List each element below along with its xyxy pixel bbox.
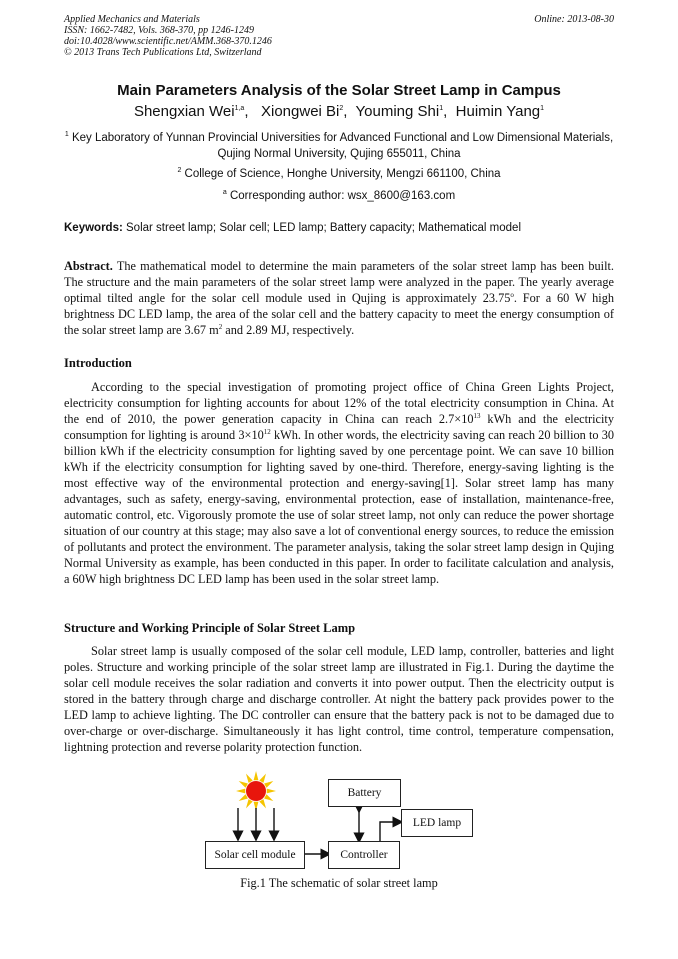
- journal-name: Applied Mechanics and Materials: [64, 14, 200, 25]
- keywords-label: Keywords:: [64, 222, 123, 234]
- author: Shengxian Wei: [133, 103, 235, 120]
- aff-text: Corresponding author: wsx_8600@163.com: [229, 190, 456, 202]
- author: Youming Shi: [355, 103, 440, 120]
- intro-sup: 13: [473, 411, 481, 420]
- intro-sup: 12: [263, 427, 271, 436]
- led-lamp-box: LED lamp: [401, 809, 473, 837]
- section-heading-structure: Structure and Working Principle of Solar Street Lamp: [64, 621, 356, 635]
- controller-box: Controller: [328, 841, 400, 869]
- abstract-text: The mathematical model to determine the main parameters of the solar street lamp has been built. The structure and the main parameters of the solar street lamp were analyzed in the paper. The yearly average optimal tilted angle for the solar cell module used in Qujing is approximately 23.75: [64, 259, 614, 305]
- aff-text: Key Laboratory of Yunnan Provincial Universities for Advanced Functional and Low Dimensional Materials, Qujing Normal University, Qujing 655011, China: [71, 132, 614, 160]
- controller-to-led-arrow: [380, 822, 398, 841]
- issn: ISSN: 1662-7482, Vols. 368-370, pp 1246-1249: [64, 25, 254, 36]
- intro-text: According to the special investigation of promoting project office of China Green Lights Project, electricity consumption for lighting accounts for about 12% of the total electricity consumption in China. At the end of 2010, the power generation capacity in China can reach 2.7×10: [64, 380, 614, 426]
- author-sup: 2: [339, 105, 344, 112]
- author-sup: 1: [439, 105, 444, 112]
- author-sup: 1,a: [234, 105, 245, 112]
- aff-text: College of Science, Honghe University, Mengzi 661100, China: [184, 168, 501, 180]
- sun-ray: [236, 789, 245, 794]
- solar-cell-module-box: Solar cell module: [205, 841, 305, 869]
- abstract-text: . For a 60 W high brightness DC LED lamp, the area of the solar cell and the battery capacity to meet the energy consumption of the solar street lamp are 3.67 m: [64, 291, 614, 337]
- author-sup: 1: [540, 105, 545, 112]
- aff-sup: a: [222, 189, 227, 197]
- paper-title: Main Parameters Analysis of the Solar Street Lamp in Campus: [117, 82, 561, 99]
- keywords-text: Solar street lamp; Solar cell; LED lamp; Battery capacity; Mathematical model: [126, 222, 521, 234]
- aff-sup: 2: [177, 167, 182, 175]
- sun-ray: [246, 774, 253, 783]
- sun-ray: [259, 799, 266, 808]
- section-heading-introduction: Introduction: [64, 356, 132, 370]
- author-sep: ,: [443, 103, 452, 120]
- intro-text: kWh. In other words, the electricity saving can reach 20 billion to 30 billion kWh if the electricity consumption for lighting saved by one percentage point. We can save 10 billion kWh if the electricity consumption for lighting saved by one-third. Therefore, energy-saving lighting is the most effective way of the environmental protection and energy-saving[1]. Solar street lamp has many advantages, such as safety, energy-saving, environmental protection, ease of installation, maintenance-free, automatic control, etc. Vigorously promote the use of solar street lamp, not only can reduce the power shortage situation of our country at this stage; may also save a lot of conventional energy sources, to reduce the emission of pollutants and protect the environment. The parameter analysis, taking the solar street lamp design in Qujing Normal University as example, has been conducted in this paper. In order to facilitate calculation and analysis, a 60W high brightness DC LED lamp has been used in the solar street lamp.: [64, 428, 615, 586]
- sun-ray: [239, 794, 248, 801]
- sun-ray: [264, 781, 273, 788]
- intro-text: kWh and the electricity consumption for lighting is around 3×10: [64, 412, 614, 442]
- sun-ray: [259, 774, 266, 783]
- sun-ray: [254, 771, 259, 780]
- copyright: © 2013 Trans Tech Publications Ltd, Switzerland: [64, 47, 262, 58]
- online-date: Online: 2013-08-30: [534, 14, 614, 25]
- aff-sup: 1: [64, 131, 69, 139]
- abstract-text: and 2.89 MJ, respectively.: [222, 323, 355, 337]
- structure-paragraph: Solar street lamp is usually composed of the solar cell module, LED lamp, controller, batteries and light poles. Structure and working principle of the solar street lamp are illustrated in Fig.1. During the daytime the solar cell module receives the solar radiation and converts it into power output. Then the electricity output is stored in the battery through charge and discharge controller. At night the battery pack provides power to the LED lamp to achieve lighting. The DC controller can ensure that the battery pack is not to be damaged due to over-charge or over-discharge. Simultaneously it has light control, time control, temperature compensation, lightning protection and reverse polarity protection function.: [64, 644, 614, 754]
- abstract-label: Abstract.: [64, 259, 113, 273]
- abstract-sup: 2: [218, 322, 223, 331]
- sun-icon: [236, 771, 276, 811]
- author: Huimin Yang: [455, 103, 541, 120]
- abstract-sup: o: [510, 290, 514, 299]
- battery-box: Battery: [328, 779, 401, 807]
- sun-ray: [264, 794, 273, 801]
- author-sep: ,: [343, 103, 352, 120]
- figure-caption: Fig.1 The schematic of solar street lamp: [240, 876, 438, 890]
- sun-ray: [267, 789, 276, 794]
- sun-ray: [239, 781, 248, 788]
- author-sep: ,: [244, 103, 257, 120]
- author: Xiongwei Bi: [261, 103, 340, 120]
- sun-ray: [246, 799, 253, 808]
- doi: doi:10.4028/www.scientific.net/AMM.368-370.1246: [64, 36, 272, 47]
